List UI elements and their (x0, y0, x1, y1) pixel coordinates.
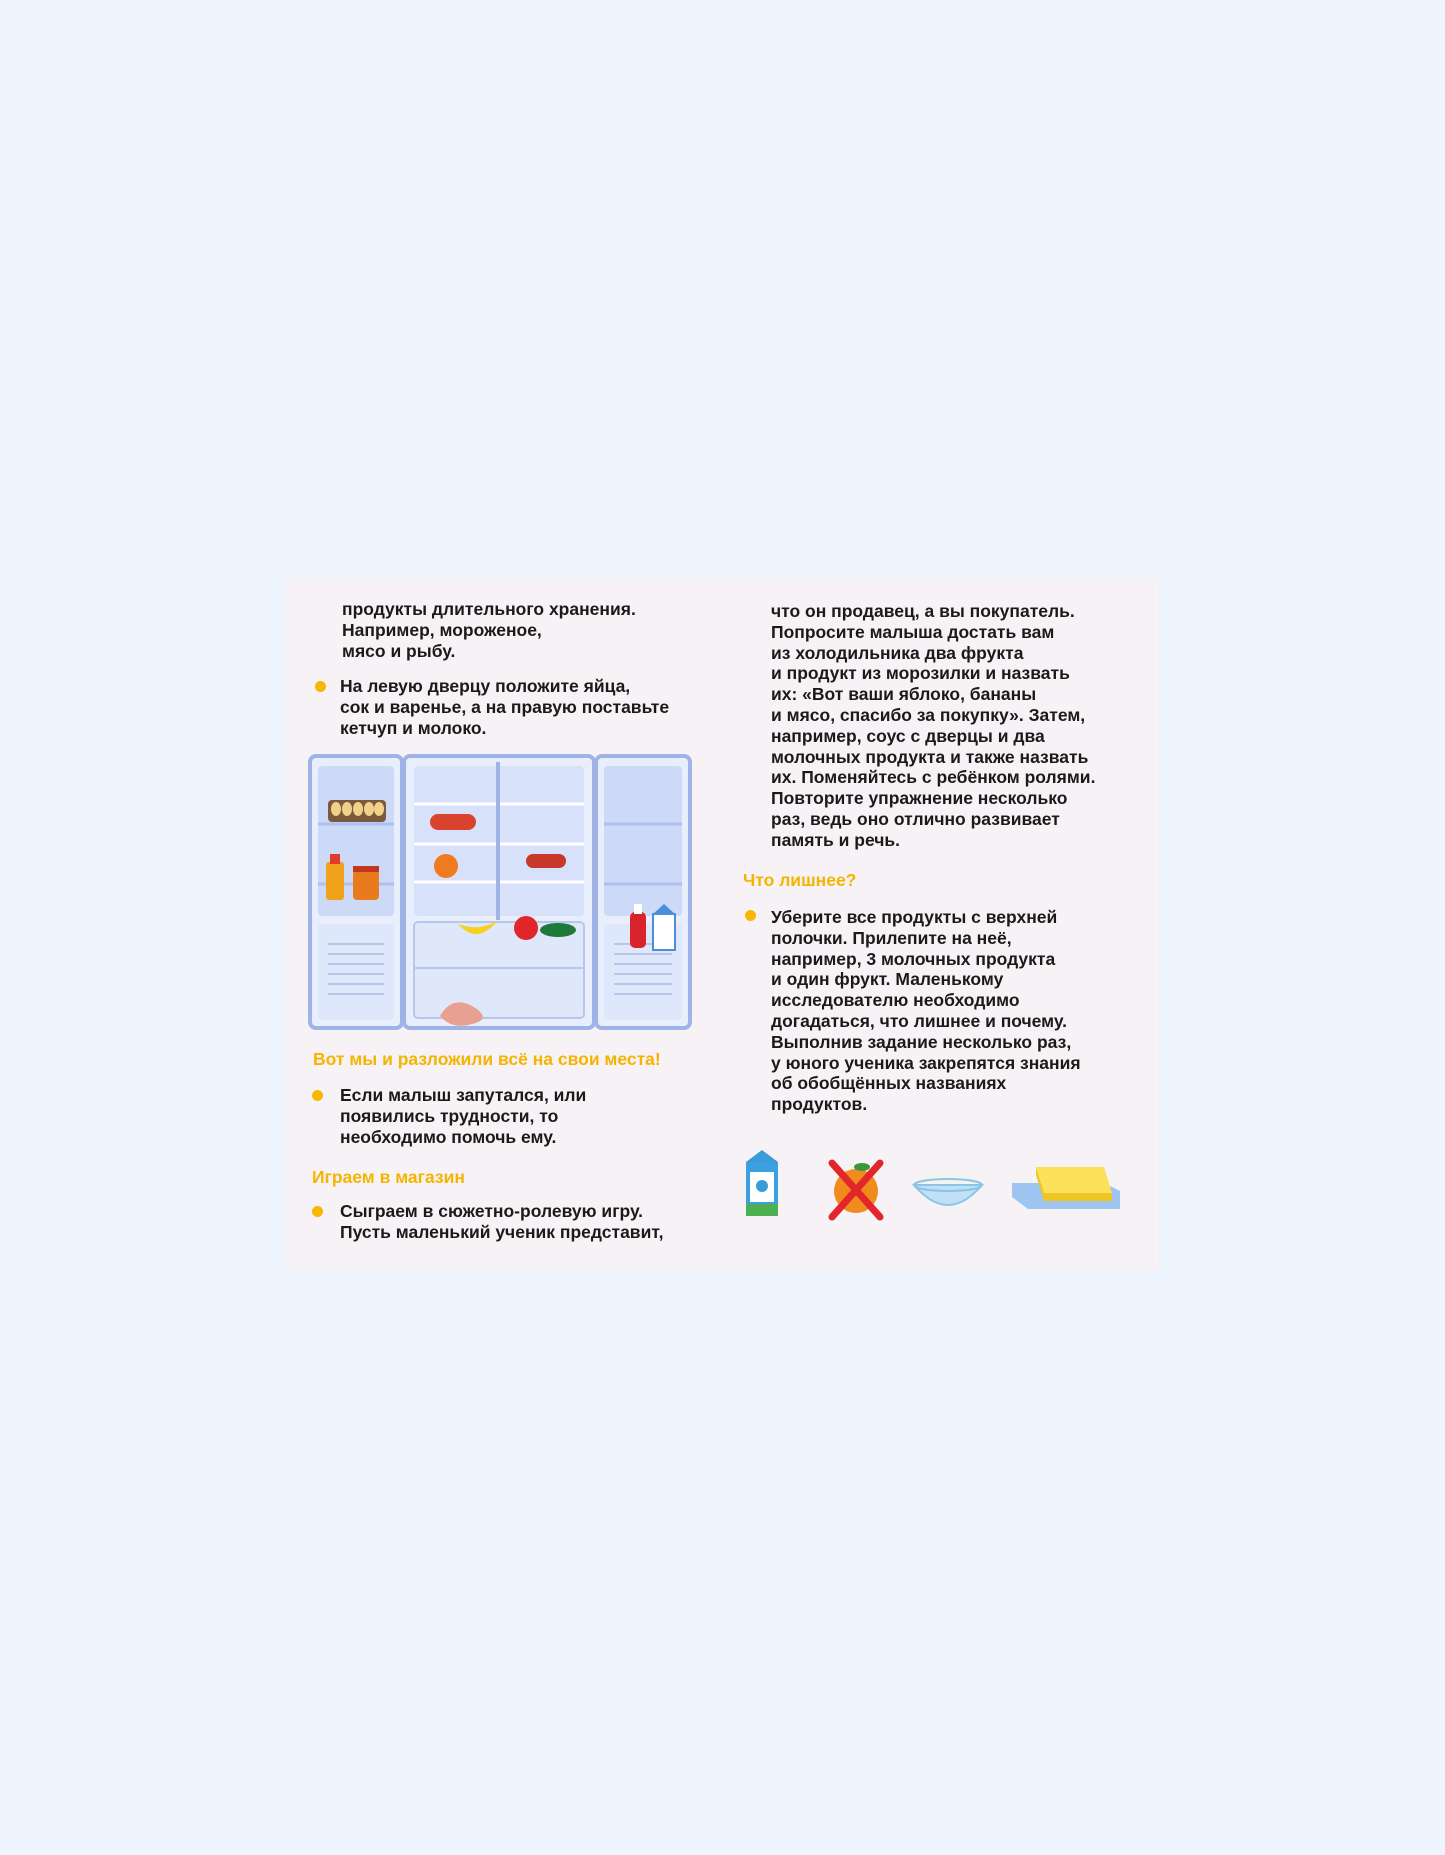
left-page (286, 578, 722, 1270)
left-bullet-3-text: Сыграем в сюжетно-ролевую игру. Пусть маленький ученик представит, (340, 1201, 664, 1242)
bullet-marker (315, 681, 326, 692)
heading-what-is-extra: Что лишнее? (743, 870, 857, 890)
left-intro-text: продукты длительного хранения. Например, мороженое, мясо и рыбу. (342, 599, 636, 661)
cottage-cheese-bowl-icon (910, 1163, 986, 1213)
left-bullet-2-text: Если малыш запутался, или появились трудности, то необходимо помочь ему. (340, 1085, 587, 1147)
milk-carton-icon (742, 1148, 782, 1218)
bullet-marker (312, 1090, 323, 1101)
bullet-marker (745, 910, 756, 921)
bullet-marker (312, 1206, 323, 1217)
crossed-out-orange-icon (826, 1155, 886, 1221)
butter-dish-icon (1008, 1161, 1124, 1215)
booklet-spread (286, 578, 1159, 1270)
heading-play-shop: Играем в магазин (312, 1167, 465, 1187)
left-bullet-1-text: На левую дверцу положите яйца, сок и варенье, а на правую поставьте кетчуп и молоко. (340, 676, 670, 738)
fridge-illustration (308, 754, 692, 1032)
heading-all-in-place: Вот мы и разложили всё на свои места! (313, 1049, 661, 1069)
right-page (722, 578, 1159, 1270)
right-intro-text: что он продавец, а вы покупатель. Попросите малыша достать вам из холодильника два фрукта и продукт из морозилки и назвать их: «Вот ваши яблоко, бананы и мясо, спасибо за покупку». Затем, например, соус с дверцы и два молочных продукта и также назвать их. Поменяйтесь с ребёнком ролями. Повторите упражнение несколько раз, ведь оно отлично развивает память и речь. (771, 601, 1096, 850)
right-bullet-text: Уберите все продукты с верхней полочки. Прилепите на неё, например, 3 молочных продукта и один фрукт. Маленькому исследователю необходимо догадаться, что лишнее и почему. Выполнив задание несколько раз, у юного ученика закрепятся знания об обобщённых названиях продуктов. (771, 907, 1081, 1115)
